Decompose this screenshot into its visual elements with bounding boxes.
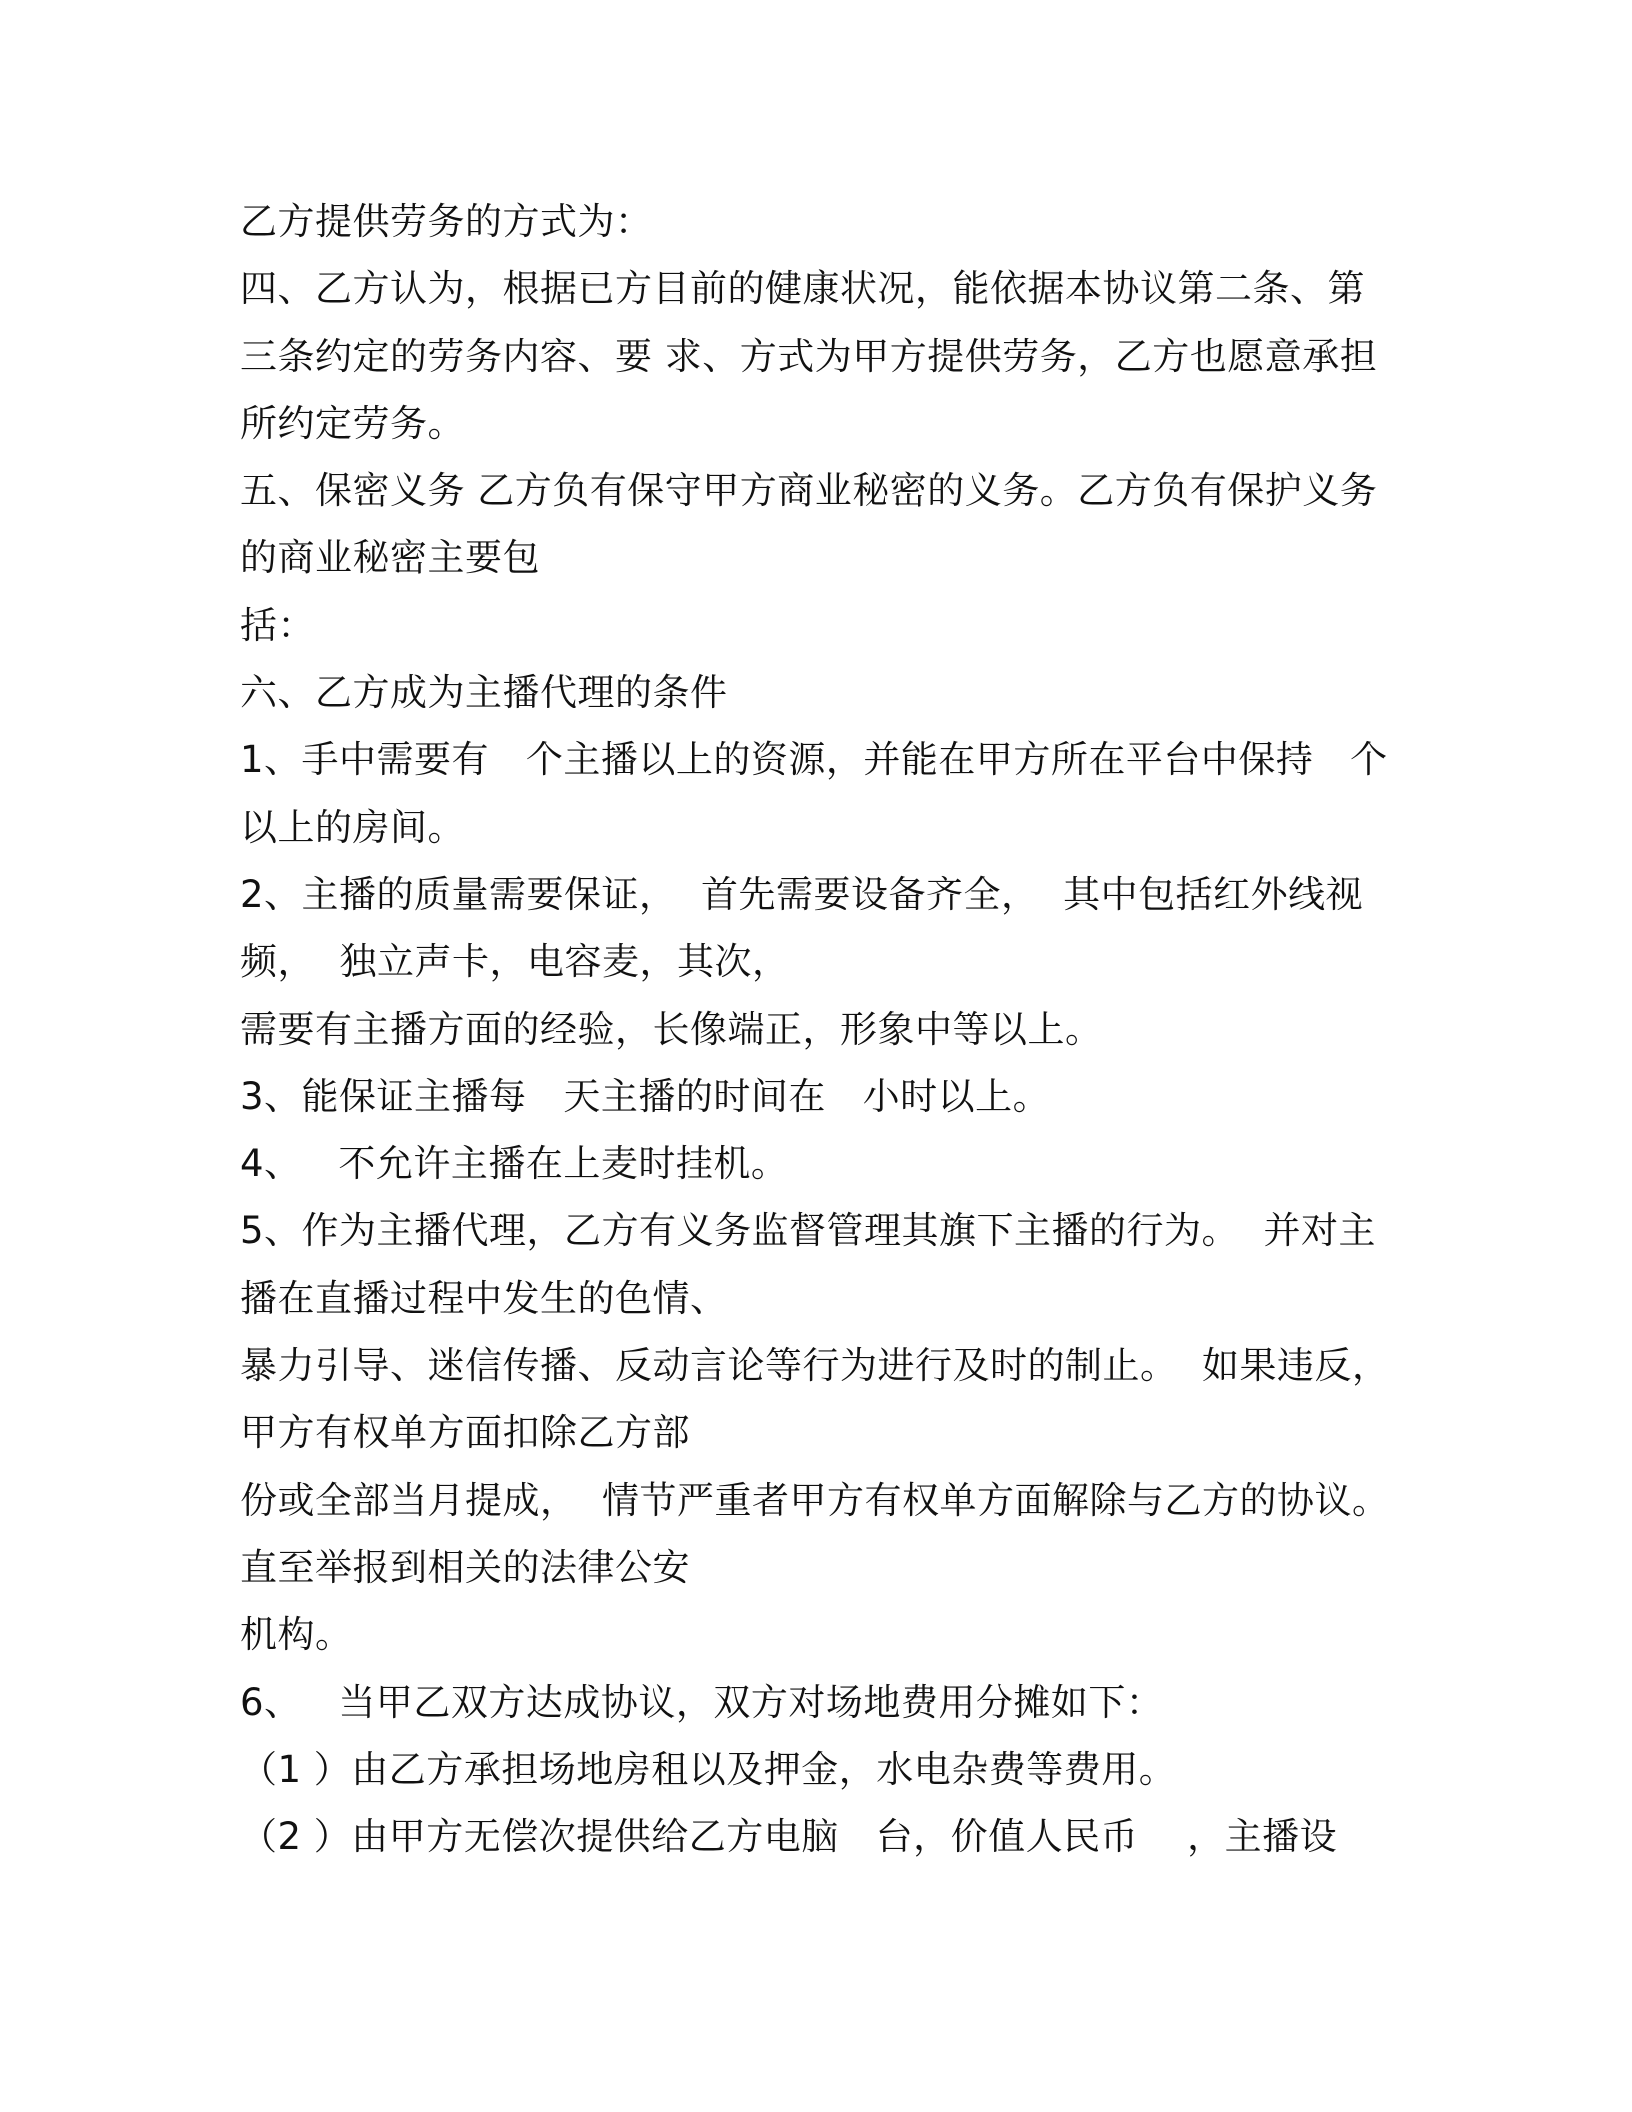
text-line: 机构。 <box>240 1613 353 1657</box>
text-line: 4、 不允许主播在上麦时挂机。 <box>240 1142 789 1186</box>
text-line: （2 ）由甲方无偿次提供给乙方电脑 台，价值人民币 ，主播设 <box>240 1815 1338 1859</box>
text-line: 1、手中需要有 个主播以上的资源，并能在甲方所在平台中保持 个 <box>240 738 1388 782</box>
text-line: 暴力引导、迷信传播、反动言论等行为进行及时的制止。 如果违反， <box>240 1344 1390 1388</box>
text-line: 六、乙方成为主播代理的条件 <box>240 671 728 715</box>
text-line: 所约定劳务。 <box>240 401 465 445</box>
text-line: 播在直播过程中发生的色情、 <box>240 1276 728 1320</box>
text-line: 甲方有权单方面扣除乙方部 <box>240 1411 690 1455</box>
text-line: 频， 独立声卡，电容麦，其次， <box>240 940 790 984</box>
text-line: 五、保密义务 乙方负有保守甲方商业秘密的义务。乙方负有保护义务 <box>240 469 1378 513</box>
text-line: 的商业秘密主要包 <box>240 536 540 580</box>
text-line: 需要有主播方面的经验，长像端正，形象中等以上。 <box>240 1007 1103 1051</box>
text-line: 括： <box>240 603 315 647</box>
text-line: 四、乙方认为，根据已方目前的健康状况，能依据本协议第二条、第 <box>240 267 1365 311</box>
text-line: 3、能保证主播每 天主播的时间在 小时以上。 <box>240 1074 1051 1118</box>
text-line: 三条约定的劳务内容、要 求、方式为甲方提供劳务，乙方也愿意承担 <box>240 334 1378 378</box>
text-line: 5、作为主播代理，乙方有义务监督管理其旗下主播的行为。 并对主 <box>240 1209 1377 1253</box>
document-body <box>240 188 1420 1870</box>
text-line: （1 ）由乙方承担场地房租以及押金，水电杂费等费用。 <box>240 1747 1177 1791</box>
text-line: 2、主播的质量需要保证， 首先需要设备齐全， 其中包括红外线视 <box>240 872 1364 916</box>
text-line: 份或全部当月提成， 情节严重者甲方有权单方面解除与乙方的协议。 <box>240 1478 1390 1522</box>
text-line: 乙方提供劳务的方式为： <box>240 200 653 243</box>
text-line: 6、 当甲乙双方达成协议，双方对场地费用分摊如下： <box>240 1680 1164 1724</box>
text-line: 以上的房间。 <box>240 805 465 849</box>
text-line: 直至举报到相关的法律公安 <box>240 1545 690 1589</box>
